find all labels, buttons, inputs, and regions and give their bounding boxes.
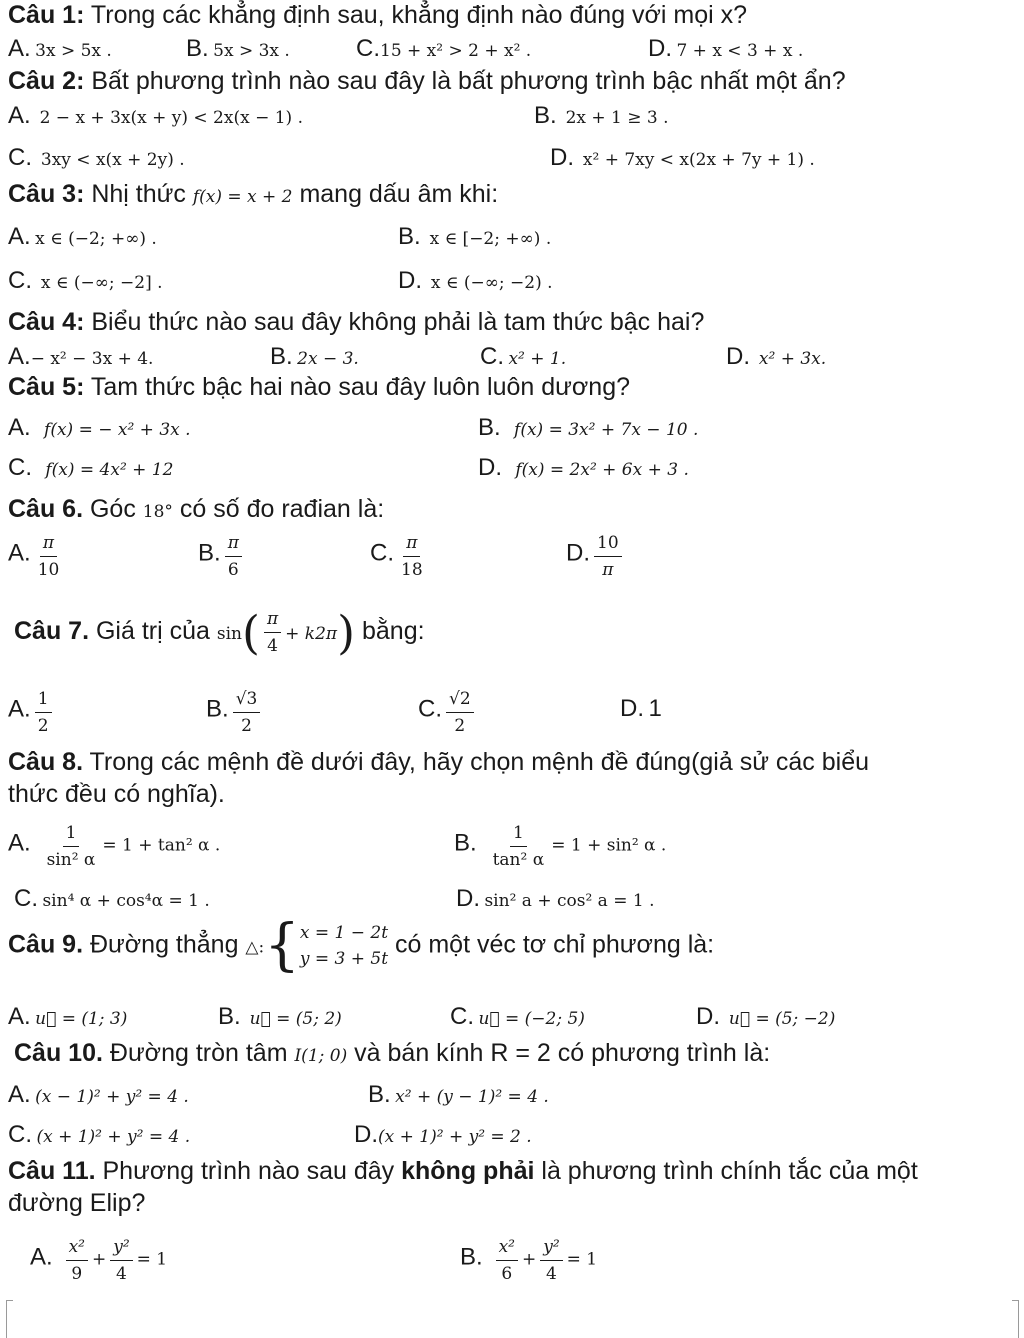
fraction-denominator: 18 xyxy=(401,560,423,580)
question-text: Tam thức bậc hai nào sau đây luôn luôn dương? xyxy=(84,373,630,401)
question-5 xyxy=(8,372,630,402)
option-d xyxy=(354,1120,532,1153)
equation-y: y = 3 + 5t xyxy=(299,949,389,969)
option-letter: A. xyxy=(8,414,31,441)
option-b xyxy=(454,822,666,871)
option-a xyxy=(8,101,303,134)
option-letter: C. xyxy=(8,1121,32,1148)
option-letter: C. xyxy=(8,454,32,481)
option-letter: D. xyxy=(696,1003,720,1030)
open-paren: ( xyxy=(241,605,260,660)
fraction-numerator: y² xyxy=(540,1236,562,1261)
page-corner-mark-left xyxy=(6,1300,13,1338)
fraction-numerator: 1 xyxy=(510,822,527,847)
line-delta-symbol: △: xyxy=(245,937,265,958)
option-letter: B. xyxy=(186,35,209,62)
option-d xyxy=(620,694,662,727)
center-point: I(1; 0) xyxy=(294,1046,348,1066)
option-value: f(x) = 4x² + 12 xyxy=(45,460,174,480)
option-letter: A. xyxy=(8,539,31,567)
option-letter: D. xyxy=(456,885,480,912)
question-11 xyxy=(8,1156,918,1186)
question-label: Câu 3: xyxy=(8,180,85,208)
option-value: 15 + x² > 2 + x² . xyxy=(380,41,532,61)
option-letter: A. xyxy=(8,829,31,857)
option-letter: C. xyxy=(370,539,394,567)
question-8 xyxy=(8,747,869,777)
fraction-numerator: x² xyxy=(496,1236,518,1261)
question-11-continued: đường Elip? xyxy=(8,1189,146,1217)
close-paren: ) xyxy=(337,605,356,660)
option-value: f(x) = − x² + 3x . xyxy=(44,420,191,440)
option-c xyxy=(8,1120,190,1153)
system-brace: { xyxy=(264,913,300,978)
option-a xyxy=(8,822,220,871)
question-7 xyxy=(14,605,425,660)
fraction-numerator: π xyxy=(225,532,242,557)
option-d xyxy=(478,453,689,486)
question-text: bằng: xyxy=(355,617,425,646)
option-letter: D. xyxy=(398,267,422,294)
option-d xyxy=(696,1002,835,1035)
fraction-numerator: π xyxy=(264,608,281,633)
option-value: (x − 1)² + y² = 4 . xyxy=(35,1087,189,1107)
question-text: mang dấu âm khi: xyxy=(292,180,499,208)
option-letter: B. xyxy=(368,1081,391,1108)
sine-function: sin xyxy=(216,624,242,645)
fraction-denominator: sin² α xyxy=(46,850,96,870)
fraction-denominator: 4 xyxy=(116,1264,127,1284)
option-a xyxy=(8,222,157,255)
option-value: 2x − 3. xyxy=(297,349,359,369)
option-b xyxy=(186,34,290,67)
option-c xyxy=(356,34,531,67)
question-label: Câu 4: xyxy=(8,308,85,336)
fraction-numerator: y² xyxy=(110,1236,132,1261)
option-b xyxy=(478,413,698,446)
option-letter: B. xyxy=(218,1003,241,1030)
option-letter: B. xyxy=(198,539,221,567)
expression-tail: + k2π xyxy=(285,624,338,645)
question-text: Giá trị của xyxy=(89,617,217,646)
fraction-denominator: 4 xyxy=(546,1264,557,1284)
option-c xyxy=(8,266,163,299)
fraction-denominator: 2 xyxy=(241,716,252,736)
option-a xyxy=(8,34,112,67)
fraction-numerator: π xyxy=(40,532,57,557)
question-label: Câu 11. xyxy=(8,1157,96,1185)
option-value: u⃗ = (5; −2) xyxy=(728,1009,836,1029)
option-value: (x + 1)² + y² = 4 . xyxy=(36,1127,191,1147)
fraction-denominator: tan² α xyxy=(492,850,545,870)
question-text: Đường tròn tâm xyxy=(102,1039,295,1067)
option-b xyxy=(460,1236,597,1285)
option-value: x² + 1. xyxy=(508,349,567,369)
option-letter: B. xyxy=(398,223,421,250)
fraction-denominator: 4 xyxy=(267,636,278,656)
option-value: f(x) = 2x² + 6x + 3 . xyxy=(515,460,689,480)
fraction-numerator: 10 xyxy=(594,532,622,557)
option-a xyxy=(8,1002,127,1035)
option-letter: D. xyxy=(566,539,590,567)
option-c xyxy=(450,1002,585,1035)
option-a xyxy=(8,688,56,737)
option-c xyxy=(370,532,430,581)
question-label: Câu 1: xyxy=(8,1,85,29)
option-value: f(x) = 3x² + 7x − 10 . xyxy=(514,420,699,440)
fraction-denominator: 10 xyxy=(37,560,60,580)
plus-sign: + xyxy=(91,1249,107,1270)
option-letter: C. xyxy=(480,343,504,370)
question-text: Biểu thức nào sau đây không phải là tam thức bậc hai? xyxy=(84,308,705,336)
fraction-numerator: √2 xyxy=(446,688,474,713)
question-label: Câu 8. xyxy=(8,748,84,776)
question-1 xyxy=(8,0,747,30)
option-value: = 1 + sin² α . xyxy=(551,835,667,856)
option-letter: C. xyxy=(418,695,442,723)
question-2 xyxy=(8,66,846,96)
question-text: Bất phương trình nào sau đây là bất phương trình bậc nhất một ẩn? xyxy=(84,67,846,95)
option-a xyxy=(8,413,191,446)
option-a xyxy=(8,1080,189,1113)
option-a xyxy=(8,342,153,375)
option-b xyxy=(218,1002,342,1035)
fraction-numerator: 1 xyxy=(63,822,80,847)
fraction-denominator: 2 xyxy=(37,716,49,736)
option-letter: B. xyxy=(460,1243,483,1271)
option-letter: A. xyxy=(8,35,31,62)
option-letter: C. xyxy=(8,144,32,171)
option-value: 5x > 3x . xyxy=(213,41,290,61)
option-letter: B. xyxy=(478,414,501,441)
option-letter: B. xyxy=(270,343,293,370)
option-b xyxy=(198,532,246,581)
option-b xyxy=(270,342,359,375)
option-value: − x² − 3x + 4. xyxy=(30,349,154,369)
question-10 xyxy=(14,1038,770,1071)
question-text: có một véc tơ chỉ phương là: xyxy=(388,930,715,959)
option-b xyxy=(206,688,264,737)
option-c xyxy=(8,453,173,486)
question-text: và bán kính R = 2 có phương trình là: xyxy=(347,1039,771,1067)
option-value: 2 − x + 3x(x + y) < 2x(x − 1) . xyxy=(39,108,303,128)
option-value: sin² a + cos² a = 1 . xyxy=(484,891,655,911)
question-text: Phương trình nào sau đây xyxy=(95,1157,402,1185)
question-text: Nhị thức xyxy=(84,180,193,208)
option-letter: A. xyxy=(8,1003,31,1030)
question-9 xyxy=(8,913,715,978)
option-letter: D. xyxy=(478,454,502,481)
option-letter: A. xyxy=(8,1081,31,1108)
option-a xyxy=(30,1236,167,1285)
fraction-denominator: 6 xyxy=(501,1264,513,1284)
question-label: Câu 6. xyxy=(8,495,84,523)
option-letter: B. xyxy=(534,102,557,129)
option-value: x ∈ (−∞; −2] . xyxy=(40,273,163,293)
option-value: x ∈ (−∞; −2) . xyxy=(430,273,553,293)
option-value: x² + (y − 1)² = 4 . xyxy=(395,1087,549,1107)
option-d xyxy=(550,143,815,176)
question-label: Câu 9. xyxy=(8,930,84,959)
option-value: u⃗ = (1; 3) xyxy=(35,1009,128,1029)
question-label: Câu 10. xyxy=(14,1039,103,1067)
option-letter: D. xyxy=(620,695,644,722)
option-value: sin⁴ α + cos⁴α = 1 . xyxy=(42,891,210,911)
option-b xyxy=(368,1080,549,1113)
option-value: (x + 1)² + y² = 2 . xyxy=(378,1127,532,1147)
option-value: 2x + 1 ≥ 3 . xyxy=(565,108,669,128)
option-value: 3xy < x(x + 2y) . xyxy=(40,150,185,170)
question-label: Câu 7. xyxy=(14,617,90,646)
option-letter: A. xyxy=(8,695,31,723)
question-text: có số đo rađian là: xyxy=(172,495,385,523)
option-letter: C. xyxy=(8,267,32,294)
question-label: Câu 5: xyxy=(8,373,85,401)
option-value: x² + 3x. xyxy=(758,349,827,369)
option-c xyxy=(418,688,478,737)
option-a xyxy=(8,532,66,581)
option-d xyxy=(456,884,654,917)
option-d xyxy=(566,532,626,581)
option-value: x ∈ (−2; +∞) . xyxy=(35,229,157,249)
question-8-continued: thức đều có nghĩa). xyxy=(8,780,225,808)
question-label: Câu 2: xyxy=(8,67,85,95)
question-text: Đường thẳng xyxy=(83,930,246,959)
option-d xyxy=(648,34,803,67)
option-letter: A. xyxy=(8,223,31,250)
question-3 xyxy=(8,179,498,212)
option-value: u⃗ = (5; 2) xyxy=(249,1009,342,1029)
page-corner-mark-right xyxy=(1012,1300,1019,1338)
plus-sign: + xyxy=(521,1249,537,1270)
question-expression: f(x) = x + 2 xyxy=(192,187,293,207)
question-text: Trong các mệnh đề dưới đây, hãy chọn mệnh đề đúng(giả sử các biểu xyxy=(83,748,870,776)
option-b xyxy=(534,101,669,134)
emphasis-text: không phải xyxy=(401,1157,535,1185)
question-6 xyxy=(8,494,384,527)
question-expression: 18° xyxy=(142,502,173,522)
option-letter: D. xyxy=(550,144,574,171)
option-value: 1 xyxy=(648,695,662,722)
fraction-numerator: π xyxy=(403,532,420,557)
question-text: Góc xyxy=(83,495,143,523)
parametric-system xyxy=(300,920,388,972)
fraction-denominator: 9 xyxy=(71,1264,83,1284)
option-letter: C. xyxy=(450,1003,474,1030)
option-letter: D. xyxy=(354,1121,378,1148)
fraction-numerator: x² xyxy=(66,1236,88,1261)
option-value: = 1 xyxy=(566,1249,598,1270)
question-4 xyxy=(8,307,704,337)
option-d xyxy=(726,342,826,375)
option-b xyxy=(398,222,551,255)
option-value: x² + 7xy < x(2x + 7y + 1) . xyxy=(582,150,815,170)
fraction-denominator: π xyxy=(602,560,614,580)
option-c xyxy=(8,143,185,176)
option-value: = 1 + tan² α . xyxy=(102,835,221,856)
option-letter: B. xyxy=(206,695,229,723)
option-letter: A. xyxy=(8,343,31,370)
option-letter: C. xyxy=(14,885,38,912)
option-c xyxy=(480,342,566,375)
option-letter: A. xyxy=(8,102,31,129)
option-value: x ∈ [−2; +∞) . xyxy=(429,229,552,249)
option-value: 7 + x < 3 + x . xyxy=(676,41,804,61)
option-letter: B. xyxy=(454,829,477,857)
fraction-numerator: √3 xyxy=(233,688,261,713)
option-letter: D. xyxy=(726,343,750,370)
option-value: 3x > 5x . xyxy=(35,41,112,61)
option-value: u⃗ = (−2; 5) xyxy=(478,1009,585,1029)
option-letter: A. xyxy=(30,1243,53,1271)
option-letter: D. xyxy=(648,35,672,62)
option-d xyxy=(398,266,553,299)
option-c xyxy=(14,884,210,917)
fraction-denominator: 6 xyxy=(227,560,239,580)
question-text: là phương trình chính tắc của một xyxy=(534,1157,918,1185)
option-letter: C. xyxy=(356,35,380,62)
option-value: = 1 xyxy=(136,1249,168,1270)
equation-x: x = 1 − 2t xyxy=(299,923,389,943)
question-text: Trong các khẳng định sau, khẳng định nào đúng với mọi x? xyxy=(84,1,748,29)
fraction-numerator: 1 xyxy=(35,688,52,713)
fraction-denominator: 2 xyxy=(454,716,466,736)
